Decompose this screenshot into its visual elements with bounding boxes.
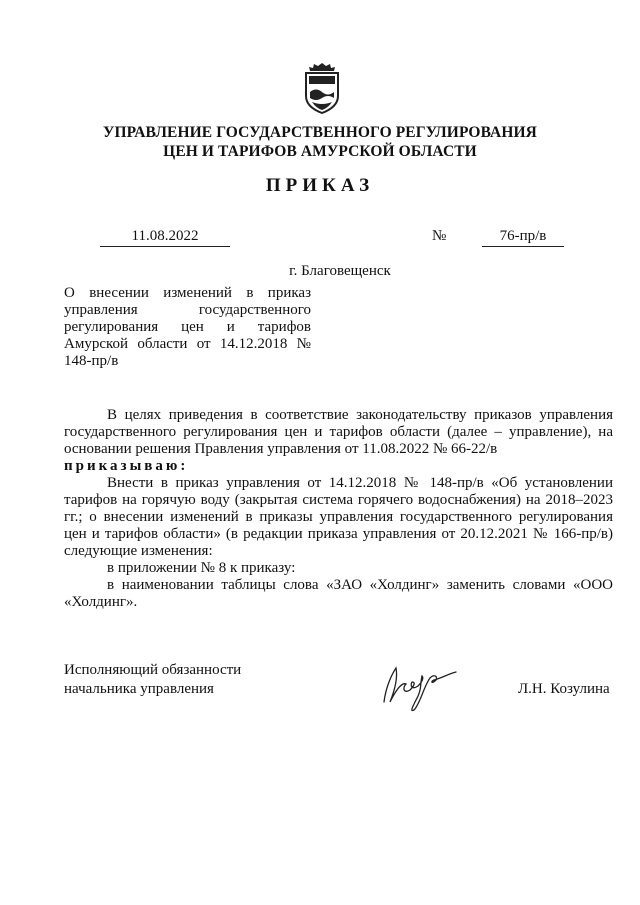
- change-paragraph: в наименовании таблицы слова «ЗАО «Холдинг» заменить словами «ООО «Холдинг».: [64, 577, 613, 610]
- order-keyword: приказываю:: [64, 458, 189, 474]
- order-number: 76-пр/в: [482, 228, 564, 247]
- org-line-1: УПРАВЛЕНИЕ ГОСУДАРСТВЕННОГО РЕГУЛИРОВАНИЯ: [103, 124, 537, 141]
- city-name: г. Благовещенск: [289, 263, 391, 279]
- signatory-name: Л.Н. Козулина: [518, 681, 610, 697]
- main-paragraph: Внести в приказ управления от 14.12.2018 № 148-пр/в «Об установлении тарифов на горячую воду (закрытая система горячего водоснабжения) на 2018–2023 гг.; о внесении изменений в приказы управления государственного регулирования цен и тарифов области» (в редакции приказа управления от 20.12.2021 № 166-пр/в) следующие изменения:: [64, 475, 613, 559]
- position-line-2: начальника управления: [64, 681, 214, 697]
- preamble-paragraph: В целях приведения в соответствие законодательству приказов управления государственного регулирования цен и тарифов области (далее – управление), на основании решения Правления управления от 11.08.2022 № 66-22/в: [64, 407, 613, 457]
- appendix-paragraph: в приложении № 8 к приказу:: [107, 560, 296, 576]
- handwritten-signature: [376, 656, 462, 716]
- coat-of-arms-icon: [300, 62, 344, 114]
- organization-name: [0, 123, 640, 161]
- number-sign: №: [432, 228, 447, 244]
- org-line-2: ЦЕН И ТАРИФОВ АМУРСКОЙ ОБЛАСТИ: [163, 143, 477, 160]
- position-line-1: Исполняющий обязанности: [64, 662, 242, 678]
- order-date: 11.08.2022: [100, 228, 230, 247]
- order-body: [64, 407, 613, 611]
- signatory-position: [64, 661, 241, 699]
- order-subject: О внесении изменений в приказ управления государственного регулирования цен и тарифов Амурской области от 14.12.2018 № 148-пр/в: [64, 285, 311, 369]
- document-type-title: ПРИКАЗ: [265, 175, 375, 196]
